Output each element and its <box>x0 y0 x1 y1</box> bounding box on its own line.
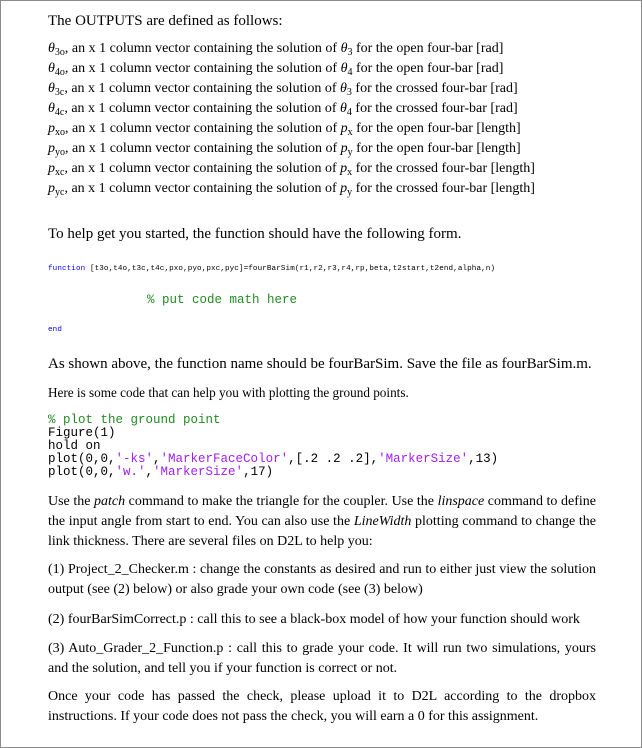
output-description-end: for the open four-bar [rad] <box>355 61 504 76</box>
plot-code-line3: plot(0,0,'-ks','MarkerFaceColor',[.2 .2 .2],'MarkerSize',13) <box>48 452 499 466</box>
function-signature <box>48 265 495 273</box>
plot-code-line2: hold on <box>48 439 101 453</box>
function-end: end <box>48 326 62 334</box>
item-autograder: (3) Auto_Grader_2_Function.p : call this to grade your code. It will run two simulations, yours and the solution, and tell you if your function is correct or not. <box>48 641 596 676</box>
output-row: $p_{xc}$, an x 1 column vector containing the solution of $p_x$ for the crossed four-bar [length] <box>48 161 535 178</box>
output-variable: p <box>340 121 348 136</box>
output-variable: θ <box>340 101 347 116</box>
output-variable-subscript: y <box>347 147 353 158</box>
output-variable: θ <box>340 81 347 96</box>
output-subscript: xo <box>55 127 65 138</box>
form-intro: To help get you started, the function should have the following form. <box>48 226 462 242</box>
output-subscript: 3o <box>54 47 65 58</box>
item-correct: (2) fourBarSimCorrect.p : call this to see a black-box model of how your function should work <box>48 612 580 627</box>
output-subscript: xc <box>55 167 65 178</box>
output-symbol: p <box>48 141 55 156</box>
output-description: an x 1 column vector containing the solution of <box>71 61 338 76</box>
output-variable: θ <box>340 61 348 76</box>
plot-code-comment: % plot the ground point <box>48 413 221 427</box>
output-description: an x 1 column vector containing the solution of <box>71 41 338 56</box>
output-row: $p_{xo}$, an x 1 column vector containing the solution of $p_x$ for the open four-bar [length] <box>48 121 521 138</box>
output-description-end: for the crossed four-bar [length] <box>355 181 535 196</box>
output-variable-subscript: 4 <box>347 67 353 78</box>
output-variable-subscript: 3 <box>347 47 353 58</box>
output-variable-subscript: x <box>347 127 353 138</box>
output-description-end: for the crossed four-bar [rad] <box>355 81 518 96</box>
function-signature-text: [t3o,t4o,t3c,t4c,pxo,pyo,pxc,pyc]=fourBarSim(r1,r2,r3,r4,rp,beta,t2start,t2end,alpha,n) <box>89 265 496 273</box>
output-symbol: p <box>48 181 55 196</box>
output-variable-subscript: 3 <box>346 87 352 98</box>
output-variable: p <box>340 181 348 196</box>
plot-intro: Here is some code that can help you with plotting the ground points. <box>48 385 409 400</box>
output-subscript: 3c <box>54 87 65 98</box>
output-description: an x 1 column vector containing the solution of <box>72 141 338 156</box>
output-row: $p_{yo}$, an x 1 column vector containing the solution of $p_y$ for the open four-bar [length] <box>48 141 521 158</box>
output-subscript: 4c <box>54 107 65 118</box>
name-note: As shown above, the function name should be fourBarSim. Save the file as fourBarSim.m. <box>48 356 592 372</box>
output-variable: p <box>340 141 348 156</box>
output-description: an x 1 column vector containing the solution of <box>71 101 337 116</box>
output-symbol: θ <box>48 41 55 56</box>
output-variable-subscript: x <box>347 167 353 178</box>
output-description: an x 1 column vector containing the solution of <box>72 121 338 136</box>
output-row: $\theta_{3o}$, an x 1 column vector containing the solution of $\theta_3$ for the open four-bar [rad] <box>48 41 504 58</box>
output-description-end: for the crossed four-bar [length] <box>355 161 535 176</box>
output-row: $\theta_{3c}$, an x 1 column vector containing the solution of $\theta_3$ for the crossed four-bar [rad] <box>48 81 518 98</box>
output-symbol: θ <box>48 101 55 116</box>
plot-code-line1: Figure(1) <box>48 426 116 440</box>
output-row: $\theta_{4o}$, an x 1 column vector containing the solution of $\theta_4$ for the open four-bar [rad] <box>48 61 504 78</box>
output-variable-subscript: y <box>347 187 353 198</box>
output-description-end: for the crossed four-bar [rad] <box>355 101 518 116</box>
output-symbol: p <box>48 161 55 176</box>
final-paragraph: Once your code has passed the check, please upload it to D2L according to the dropbox instructions. If your code does not pass the check, you will earn a 0 for this assignment. <box>48 689 596 724</box>
function-comment: % put code math here <box>147 293 298 307</box>
output-symbol: θ <box>48 61 55 76</box>
linewidth-command: LineWidth <box>353 514 412 529</box>
output-symbol: θ <box>48 81 55 96</box>
item-checker: (1) Project_2_Checker.m : change the constants as desired and run to either just view the solution output (see (2) below) or also grade your own code (see (3) below) <box>48 562 596 597</box>
output-description-end: for the open four-bar [length] <box>356 121 521 136</box>
output-description: an x 1 column vector containing the solution of <box>71 81 337 96</box>
output-subscript: yo <box>55 147 65 158</box>
plot-code-line4: plot(0,0,'w.','MarkerSize',17) <box>48 465 274 479</box>
output-subscript: yc <box>55 187 65 198</box>
output-variable: θ <box>340 41 348 56</box>
output-subscript: 4o <box>54 67 65 78</box>
output-row: $\theta_{4c}$, an x 1 column vector containing the solution of $\theta_4$ for the crossed four-bar [rad] <box>48 101 518 118</box>
output-variable-subscript: 4 <box>346 107 352 118</box>
output-description-end: for the open four-bar [rad] <box>355 41 504 56</box>
output-row: $p_{yc}$, an x 1 column vector containing the solution of $p_y$ for the crossed four-bar [length] <box>48 181 535 198</box>
output-description-end: for the open four-bar [length] <box>356 141 521 156</box>
outputs-intro: The OUTPUTS are defined as follows: <box>48 13 283 29</box>
function-keyword: function <box>48 265 86 273</box>
output-variable: p <box>340 161 348 176</box>
output-symbol: p <box>48 121 55 136</box>
output-description: an x 1 column vector containing the solution of <box>71 161 337 176</box>
patch-command: patch <box>94 494 126 509</box>
linspace-command: linspace <box>437 494 485 509</box>
patch-paragraph: Use the patch command to make the triangle for the coupler. Use the linspace command to define the input angle from start to end. You can also use the LineWidth plotting command to change the link thickness. There are several files on D2L to help you: <box>48 494 597 549</box>
output-description: an x 1 column vector containing the solution of <box>71 181 337 196</box>
